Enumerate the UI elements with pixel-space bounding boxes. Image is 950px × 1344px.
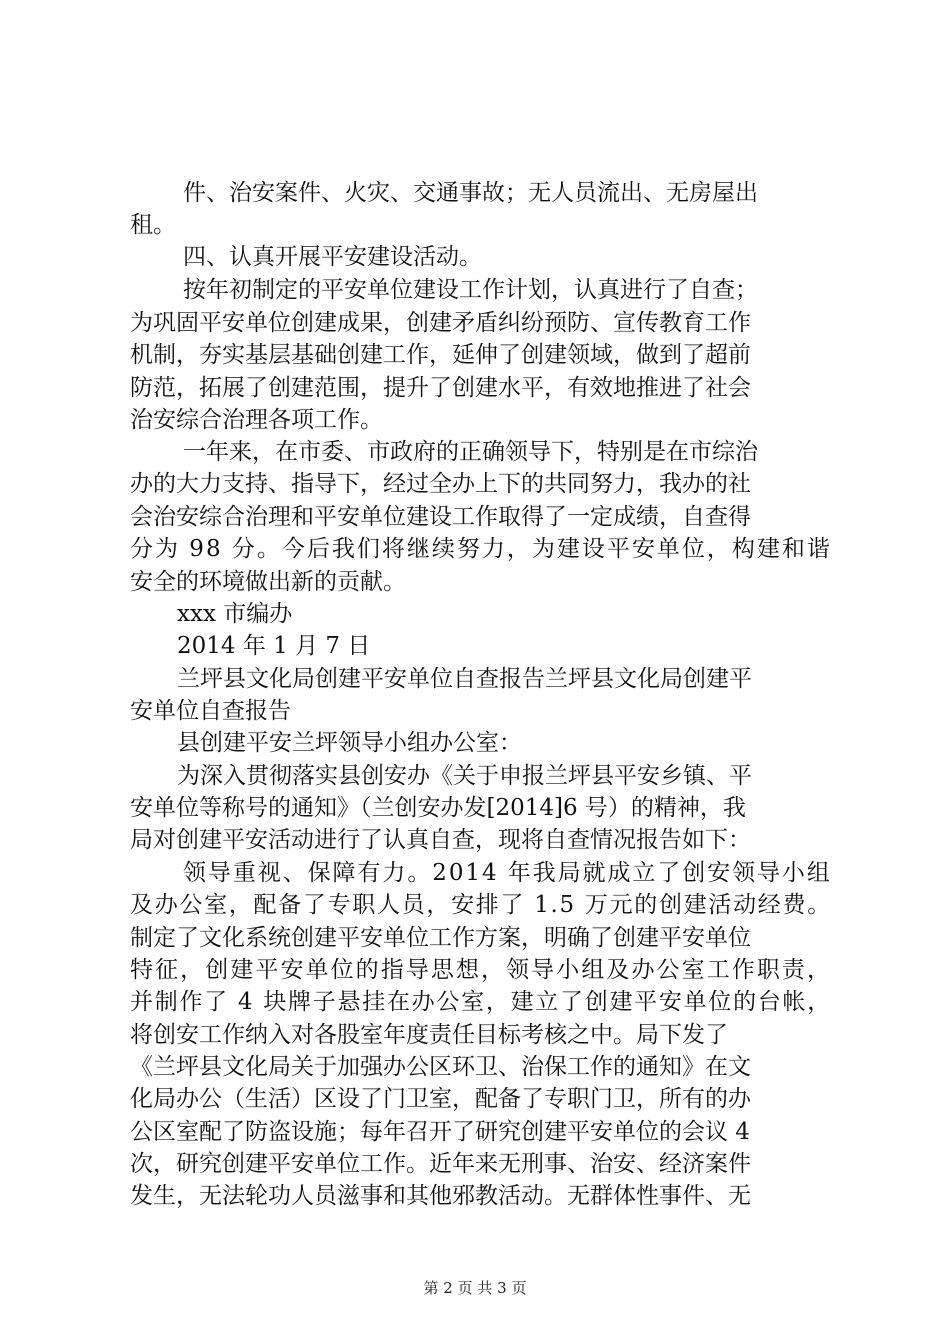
- text-line: 按年初制定的平安单位建设工作计划，认真进行了自查；: [183, 277, 758, 303]
- text-line: 将创安工作纳入对各股室年度责任目标考核之中。局下发了: [130, 1022, 728, 1048]
- text-line: 局对创建平安活动进行了认真自查，现将自查情况报告如下：: [130, 827, 751, 853]
- text-line: 化局办公（生活）区设了门卫室，配备了专职门卫，所有的办: [130, 1086, 751, 1112]
- text-line: 次，研究创建平安单位工作。近年来无刑事、治安、经济案件: [130, 1151, 751, 1177]
- text-line: 分为 98 分。今后我们将继续努力，为建设平安单位，构建和谐: [130, 536, 832, 562]
- text-line: 一年来，在市委、市政府的正确领导下，特别是在市综治: [183, 439, 758, 465]
- signature-organization: xxx 市编办: [177, 601, 293, 627]
- text-line: 及办公室，配备了专职人员，安排了 1.5 万元的创建活动经费。: [130, 892, 832, 918]
- text-line: 并制作了 4 块牌子悬挂在办公室，建立了创建平安单位的台帐，: [130, 989, 832, 1015]
- text-line: 会治安综合治理和平安单位建设工作取得了一定成绩，自查得: [130, 504, 751, 530]
- text-line: 防范，拓展了创建范围，提升了创建水平，有效地推进了社会: [130, 375, 751, 401]
- report-title: 安单位自查报告: [130, 698, 291, 724]
- text-line: 领导重视、保障有力。2014 年我局就成立了创安领导小组: [183, 860, 832, 886]
- signature-date: 2014 年 1 月 7 日: [177, 633, 371, 659]
- text-line: 件、治安案件、火灾、交通事故；无人员流出、无房屋出: [183, 180, 758, 206]
- text-line: 发生，无法轮功人员滋事和其他邪教活动。无群体性事件、无: [130, 1183, 751, 1209]
- text-line: 机制，夯实基层基础创建工作，延伸了创建领域，做到了超前: [130, 342, 751, 368]
- text-line: 安全的环境做出新的贡献。: [130, 569, 406, 595]
- text-line: 制定了文化系统创建平安单位工作方案，明确了创建平安单位: [130, 925, 751, 951]
- page-footer: 第 2 页 共 3 页: [423, 1279, 527, 1297]
- text-line: 办的大力支持、指导下，经过全办上下的共同努力，我办的社: [130, 471, 751, 497]
- text-line: 为深入贯彻落实县创安办《关于申报兰坪县平安乡镇、平: [177, 763, 752, 789]
- salutation: 县创建平安兰坪领导小组办公室：: [177, 730, 522, 756]
- text-line: 治安综合治理各项工作。: [130, 407, 383, 433]
- report-title: 兰坪县文化局创建平安单位自查报告兰坪县文化局创建平: [177, 666, 752, 692]
- text-line: 为巩固平安单位创建成果，创建矛盾纠纷预防、宣传教育工作: [130, 310, 751, 336]
- text-line: 《兰坪县文化局关于加强办公区环卫、治保工作的通知》在文: [130, 1054, 751, 1080]
- text-line: 租。: [130, 212, 176, 238]
- text-line: 特征，创建平安单位的指导思想，领导小组及办公室工作职责，: [130, 957, 833, 983]
- section-heading: 四、认真开展平安建设活动。: [183, 244, 482, 270]
- text-line: 公区室配了防盗设施；每年召开了研究创建平安单位的会议 4: [130, 1119, 750, 1145]
- text-line: 安单位等称号的通知》（兰创安办发[2014]6 号）的精神，我: [130, 795, 746, 821]
